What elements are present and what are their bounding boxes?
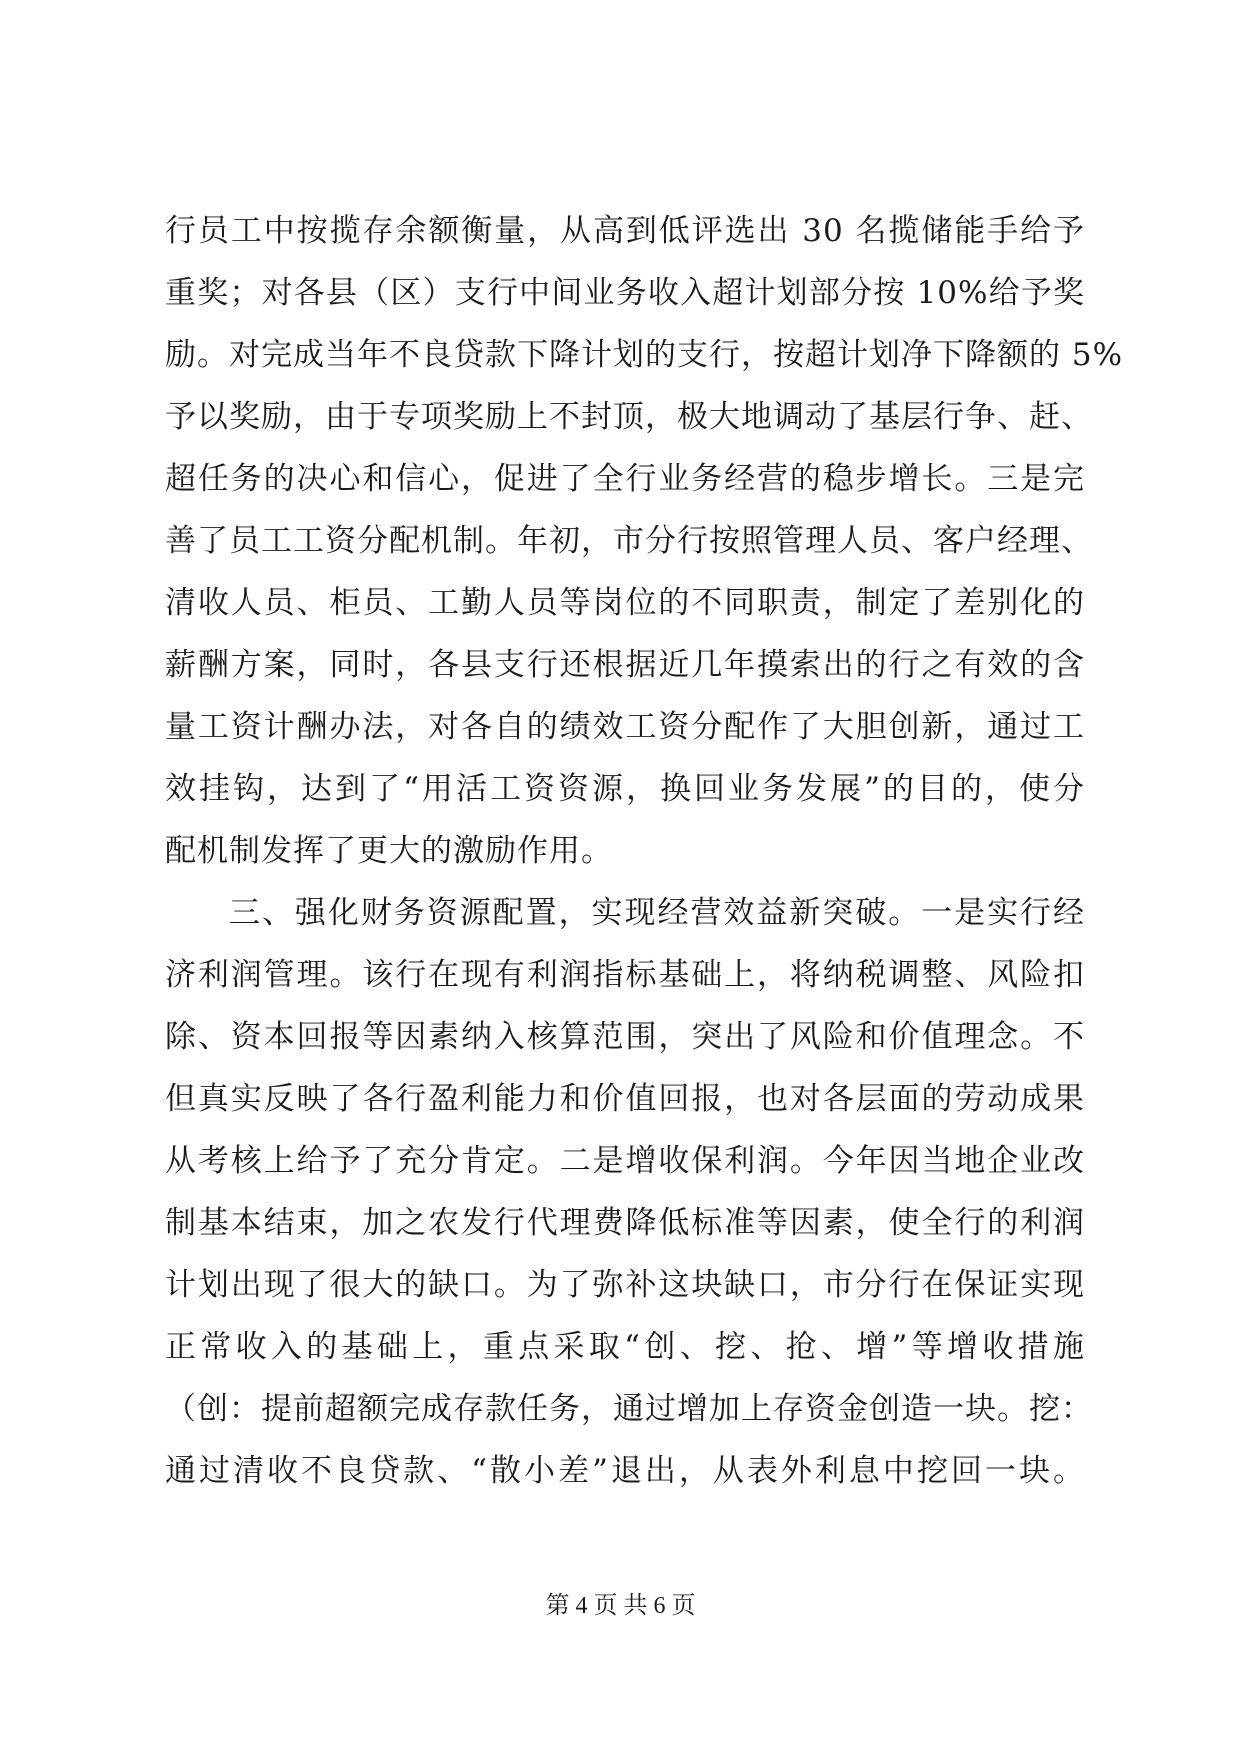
text-line: 善了员工工资分配机制。年初，市分行按照管理人员、客户经理、 (165, 523, 1093, 559)
text-line: 薪酬方案，同时，各县支行还根据近几年摸索出的行之有效的含 (165, 647, 1085, 683)
text-line: 正常收入的基础上，重点采取“创、挖、抢、增”等增收措施 (165, 1329, 1085, 1365)
text-line: 但真实反映了各行盈利能力和价值回报，也对各层面的劳动成果 (165, 1081, 1085, 1117)
text-line: 配机制发挥了更大的激励作用。 (165, 833, 613, 869)
text-line: 量工资计酬办法，对各自的绩效工资分配作了大胆创新，通过工 (165, 709, 1085, 745)
text-line: 行员工中按揽存余额衡量，从高到低评选出 30 名揽储能手给予 (165, 213, 1085, 249)
text-line: 通过清收不良贷款、“散小差”退出，从表外利息中挖回一块。 (165, 1453, 1085, 1489)
paragraph-2 (165, 882, 1093, 1502)
text-line: 清收人员、柜员、工勤人员等岗位的不同职责，制定了差别化的 (165, 585, 1085, 621)
text-line: 励。对完成当年不良贷款下降计划的支行，按超计划净下降额的 5% (165, 337, 1124, 373)
text-line: 重奖；对各县（区）支行中间业务收入超计划部分按 10%给予奖 (165, 275, 1085, 311)
text-line: 除、资本回报等因素纳入核算范围，突出了风险和价值理念。不 (165, 1019, 1085, 1055)
page-number-footer: 第 4 页 共 6 页 (545, 1593, 696, 1619)
text-line: 予以奖励，由于专项奖励上不封顶，极大地调动了基层行争、赶、 (165, 399, 1093, 435)
text-line: 效挂钩，达到了“用活工资资源，换回业务发展”的目的，使分 (165, 771, 1085, 807)
text-line: 制基本结束，加之农发行代理费降低标准等因素，使全行的利润 (165, 1205, 1085, 1241)
text-line: 超任务的决心和信心，促进了全行业务经营的稳步增长。三是完 (165, 461, 1085, 497)
text-line: 计划出现了很大的缺口。为了弥补这块缺口，市分行在保证实现 (165, 1267, 1085, 1303)
text-line: 济利润管理。该行在现有利润指标基础上，将纳税调整、风险扣 (165, 957, 1085, 993)
paragraph-1 (165, 200, 1124, 882)
document-body (165, 200, 1124, 1502)
text-line: 从考核上给予了充分肯定。二是增收保利润。今年因当地企业改 (165, 1143, 1085, 1179)
text-line: 三、强化财务资源配置，实现经营效益新突破。一是实行经 (229, 895, 1085, 931)
text-line: （创：提前超额完成存款任务，通过增加上存资金创造一块。挖： (165, 1391, 1093, 1427)
